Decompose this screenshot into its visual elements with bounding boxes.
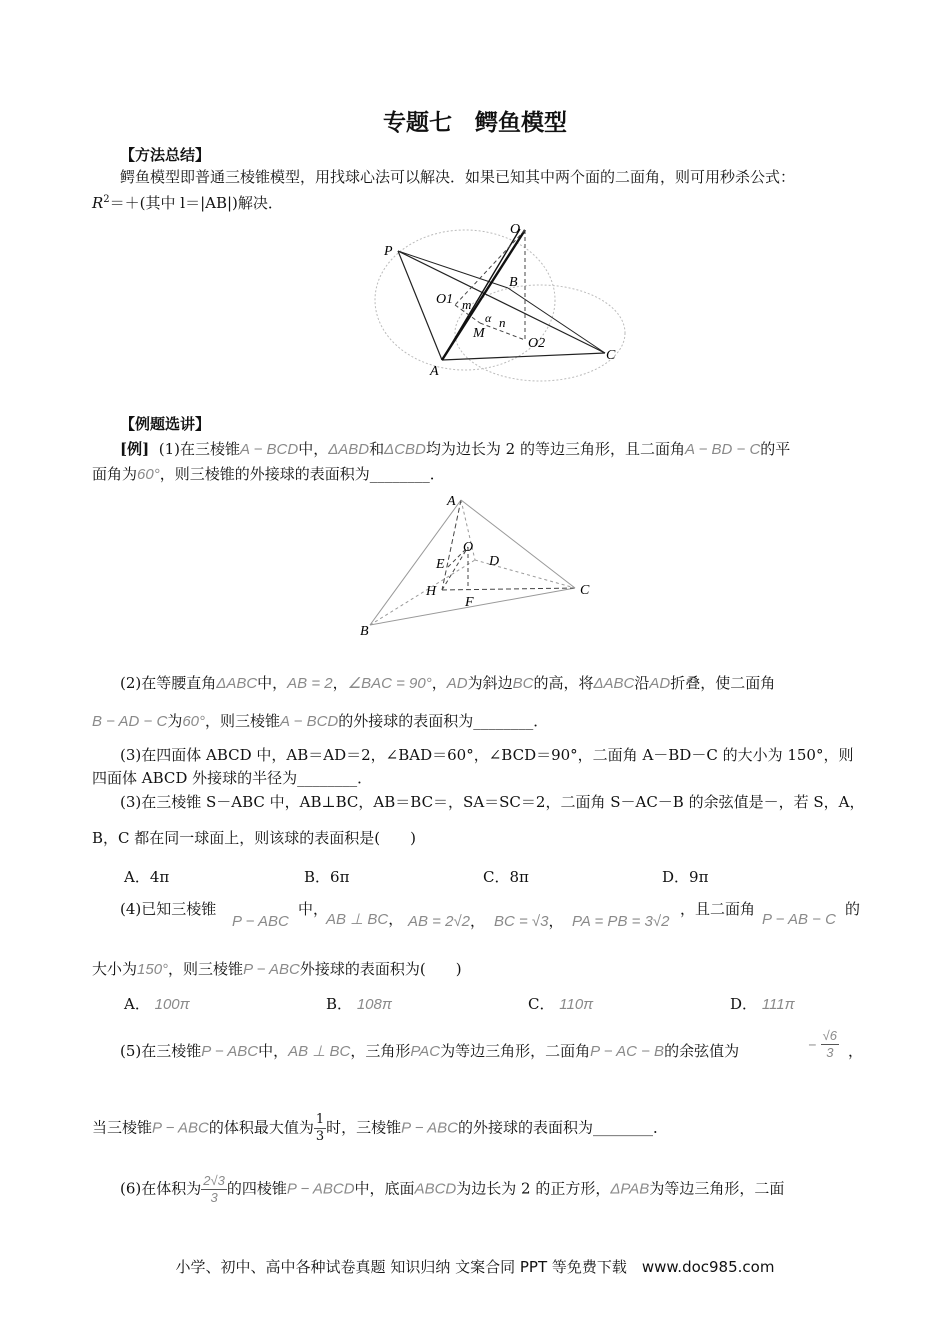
ex4-math xyxy=(326,908,403,931)
formula-sup: 2 xyxy=(103,194,110,205)
ex1-text: 的平 xyxy=(760,440,791,458)
fraction-denominator: 3 xyxy=(315,1129,325,1144)
example-6-line-1 xyxy=(120,1173,784,1206)
ex1-math: A − BD − C xyxy=(684,441,761,458)
option-b[interactable]: B．6π xyxy=(304,868,350,886)
ex5-math: AB ⊥ BC xyxy=(288,1043,351,1060)
fig2-label: F xyxy=(465,595,474,610)
ex4-text: ， xyxy=(388,910,404,928)
ex4-math-label: AB = 2√2 xyxy=(408,913,471,930)
example-tag: [例] xyxy=(120,440,150,458)
option-c[interactable]: C．8π xyxy=(483,868,529,886)
ex2-text: 的高，将 xyxy=(533,674,594,692)
fraction-numerator: 1 xyxy=(315,1112,325,1127)
fraction-denominator: 3 xyxy=(210,1190,218,1205)
fraction-denominator: 3 xyxy=(826,1045,834,1060)
fig2-label: D xyxy=(489,554,500,569)
footer-link[interactable]: 小学、初中、高中各种试卷真题 知识归纳 文案合同 PPT 等免费下载 www.doc985.com xyxy=(175,1258,775,1276)
ex5-math: P − ABC xyxy=(201,1043,259,1060)
example-4-line-2 xyxy=(92,958,462,981)
ex4-text: 的 xyxy=(845,900,861,918)
option-letter: C． xyxy=(528,995,555,1013)
ex1-text: 面角为 xyxy=(92,465,138,483)
ex5-math: PAC xyxy=(410,1043,441,1060)
ex1-text: 中， xyxy=(298,440,329,458)
ex2-math: AD xyxy=(446,675,468,692)
ex1-text: 和 xyxy=(369,440,385,458)
ex5-text: 时，三棱锥 xyxy=(326,1118,402,1137)
ex2-text: ， xyxy=(332,674,348,692)
ex1-math: ΔABD xyxy=(328,441,370,458)
formula-rest: ＝＋(其中 l＝|AB|)解决． xyxy=(109,194,283,212)
ex1-text: 均为边长为 2 的等边三角形，且二面角 xyxy=(425,440,685,458)
fig1-label: M xyxy=(473,326,485,341)
ex4-text: ， xyxy=(470,912,486,930)
ex5-text: 当三棱锥 xyxy=(92,1118,153,1137)
ex4-math xyxy=(572,910,669,933)
ex2-math: ∠BAC = 90° xyxy=(347,675,432,692)
fig1-label: B xyxy=(509,275,518,290)
ex2-text: (2)在等腰直角 xyxy=(120,674,217,692)
option-b[interactable] xyxy=(326,993,392,1014)
ex4-text: ， xyxy=(548,912,564,930)
example-3a-line-2: 四面体 ABCD 外接球的半径为________． xyxy=(92,769,373,787)
ex6-math: ΔPAB xyxy=(610,1180,650,1198)
option-a[interactable] xyxy=(124,993,190,1014)
example-3a-line-1: (3)在四面体 ABCD 中，AB＝AD＝2，∠BAD＝60°，∠BCD＝90°，二面角 A－BD－C 的大小为 150°，则 xyxy=(120,746,854,764)
fig1-label: n xyxy=(499,315,506,330)
ex4-math xyxy=(762,908,836,931)
example-1-line-1 xyxy=(120,438,790,461)
option-a[interactable]: A．4π xyxy=(124,868,170,886)
ex2-math: AB = 2 xyxy=(287,675,333,692)
ex6-math: P − ABCD xyxy=(286,1180,355,1198)
fig1-label: O2 xyxy=(528,336,546,351)
ex5-text: ，三角形 xyxy=(350,1042,411,1060)
ex4-math-label: P − AB − C xyxy=(762,911,836,928)
option-value: 111π xyxy=(761,996,795,1013)
ex4-math-label: 150° xyxy=(137,961,169,978)
fig2-label: A xyxy=(447,494,456,509)
ex2-text: 的外接球的表面积为________． xyxy=(338,712,549,730)
ex6-text: 为边长为 2 的正方形， xyxy=(456,1179,611,1198)
ex5-math: P − ABC xyxy=(152,1119,209,1137)
ex5-text: 的外接球的表面积为________． xyxy=(458,1118,669,1137)
ex5-text: 中， xyxy=(258,1042,289,1060)
ex4-text: ，且二面角 xyxy=(680,900,756,918)
ex2-text: ，则三棱锥 xyxy=(205,712,281,730)
fig1-label: O xyxy=(510,222,521,237)
ex1-math: A − BCD xyxy=(240,441,299,458)
ex5-text: 的体积最大值为 xyxy=(208,1118,314,1137)
formula-r: R xyxy=(92,194,104,212)
ex4-math xyxy=(408,910,485,933)
ex2-math: AD xyxy=(649,675,671,692)
ex2-math: 60° xyxy=(182,713,206,730)
ex5-math: P − ABC xyxy=(401,1119,459,1137)
option-value: 100π xyxy=(154,996,190,1013)
ex6-text: 的四棱锥 xyxy=(226,1179,287,1198)
option-value: 110π xyxy=(559,996,594,1013)
ex2-text: 为 xyxy=(167,712,183,730)
fig1-label: m xyxy=(462,297,472,312)
ex4-math-label: PA = PB = 3√2 xyxy=(572,913,670,930)
fig2-label: E xyxy=(436,557,445,572)
ex6-math: ABCD xyxy=(414,1180,457,1198)
option-letter: A． xyxy=(124,995,150,1013)
ex4-math-label: P − ABC xyxy=(243,961,300,978)
ex2-text: 为斜边 xyxy=(467,674,513,692)
fraction-numerator: 2√3 xyxy=(203,1173,225,1188)
ex4-math xyxy=(232,910,289,933)
fig1-label: A xyxy=(430,364,439,379)
ex2-math: B − AD − C xyxy=(92,713,168,730)
example-3b-line-2: B，C 都在同一球面上，则该球的表面积是( ) xyxy=(92,829,416,847)
ex2-math: ΔABC xyxy=(216,675,258,692)
ex4-text: (4)已知三棱锥 xyxy=(120,900,217,918)
option-c[interactable] xyxy=(528,993,593,1014)
ex4-text: 中， xyxy=(298,900,329,918)
example-2-line-2 xyxy=(92,710,548,733)
option-value: 108π xyxy=(356,996,392,1013)
example-4-line-1 xyxy=(120,898,216,920)
fig2-label: B xyxy=(360,624,369,639)
ex5-fraction xyxy=(808,1028,839,1061)
ex2-math: BC xyxy=(512,675,534,692)
option-d[interactable] xyxy=(730,993,795,1014)
example-2-line-1 xyxy=(120,672,775,695)
fig2-label: H xyxy=(426,584,437,599)
method-heading: 【方法总结】 xyxy=(120,146,211,164)
ex2-text: ， xyxy=(431,674,447,692)
ex6-text: 中，底面 xyxy=(354,1179,415,1198)
ex4-math-label: AB ⊥ BC xyxy=(326,911,389,928)
tetrahedron-figure xyxy=(350,485,610,645)
fig2-label: O xyxy=(463,540,474,555)
ex1-math: ΔCBD xyxy=(384,441,426,458)
ex2-text: 折叠，使二面角 xyxy=(670,674,776,692)
fig1-label: O1 xyxy=(436,292,454,307)
ex4-text: 外接球的表面积为( ) xyxy=(299,960,462,978)
example-5-line-2 xyxy=(92,1112,668,1145)
ex2-math: ΔABC xyxy=(593,675,635,692)
example-5-line-1 xyxy=(120,1040,739,1063)
ex5-text: 为等边三角形，二面角 xyxy=(440,1042,591,1060)
page-title: 专题七 鳄鱼模型 xyxy=(383,109,567,136)
option-d[interactable]: D．9π xyxy=(662,868,709,886)
crocodile-model-figure xyxy=(370,215,630,385)
example-1-line-2 xyxy=(92,463,445,486)
method-line-2 xyxy=(92,189,283,214)
ex5-text: (5)在三棱锥 xyxy=(120,1042,202,1060)
fig2-label: C xyxy=(580,583,590,598)
example-3b-line-1: (3)在三棱锥 S－ABC 中，AB⊥BC，AB＝BC＝，SA＝SC＝2，二面角 S－AC－B 的余弦值是－，若 S，A， xyxy=(120,793,865,811)
ex6-text: 为等边三角形，二面 xyxy=(649,1179,785,1198)
examples-heading: 【例题选讲】 xyxy=(120,415,211,433)
ex5-math: P − AC − B xyxy=(590,1043,665,1060)
ex1-math: 60° xyxy=(137,466,160,483)
ex1-text: (1)在三棱锥 xyxy=(158,440,240,458)
fig1-label: P xyxy=(384,244,393,259)
ex6-text: (6)在体积为 xyxy=(120,1179,202,1198)
ex4-math-label: P − ABC xyxy=(232,913,289,930)
ex5-text: ， xyxy=(848,1042,864,1060)
fraction-numerator: √6 xyxy=(822,1028,838,1043)
fraction-sign: − xyxy=(808,1036,817,1053)
ex1-text: ，则三棱锥的外接球的表面积为________． xyxy=(159,465,445,483)
ex2-math: A − BCD xyxy=(280,713,339,730)
ex4-math-label: BC = √3 xyxy=(494,913,549,930)
option-letter: B． xyxy=(326,995,353,1013)
ex4-text: 大小为 xyxy=(92,960,138,978)
ex2-text: 沿 xyxy=(634,674,650,692)
ex5-text: 的余弦值为 xyxy=(664,1042,740,1060)
ex4-math xyxy=(494,910,564,933)
fig1-label: α xyxy=(485,311,492,325)
fig1-label: C xyxy=(606,348,616,363)
ex2-text: 中， xyxy=(257,674,288,692)
method-line-1: 鳄鱼模型即普通三棱锥模型，用找球心法可以解决．如果已知其中两个面的二面角，则可用秒杀公式： xyxy=(120,168,796,186)
ex4-text: ，则三棱锥 xyxy=(168,960,244,978)
option-letter: D． xyxy=(730,995,758,1013)
